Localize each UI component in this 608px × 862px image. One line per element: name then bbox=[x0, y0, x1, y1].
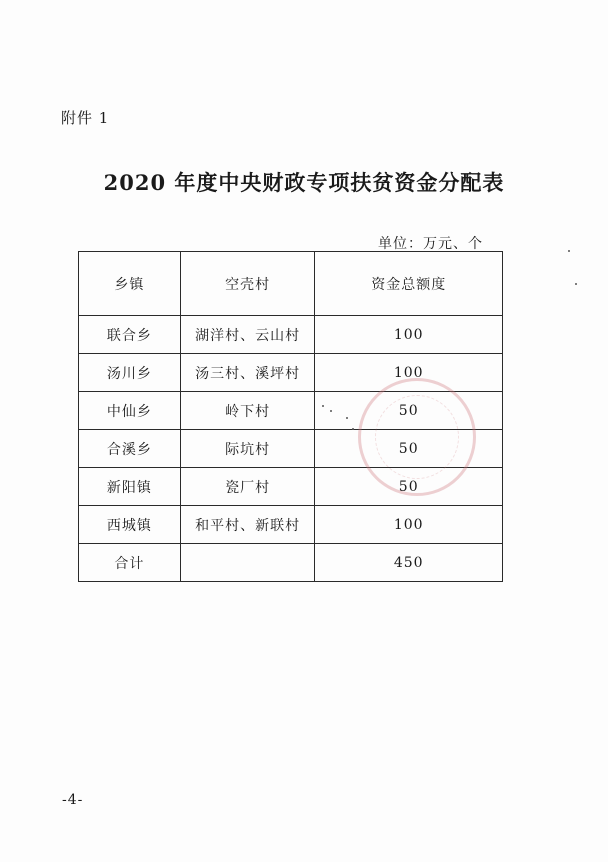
table-row bbox=[79, 506, 503, 544]
page-number: -4- bbox=[62, 792, 84, 808]
scan-speck bbox=[352, 428, 354, 430]
attachment-label: 附件 1 bbox=[61, 109, 110, 127]
cell-town: 汤川乡 bbox=[79, 354, 181, 392]
cell-villages: 际坑村 bbox=[180, 430, 315, 468]
allocation-table bbox=[78, 251, 503, 582]
table-row bbox=[79, 430, 503, 468]
unit-label: 单位：万元、个 bbox=[378, 236, 483, 252]
cell-total-amount: 450 bbox=[315, 544, 503, 582]
cell-town: 新阳镇 bbox=[79, 468, 181, 506]
scan-speck bbox=[346, 417, 348, 419]
cell-amount: 100 bbox=[315, 316, 503, 354]
scan-speck bbox=[568, 250, 570, 252]
header-amount: 资金总额度 bbox=[315, 252, 503, 316]
cell-town: 中仙乡 bbox=[79, 392, 181, 430]
scan-speck bbox=[322, 405, 324, 407]
cell-town: 西城镇 bbox=[79, 506, 181, 544]
table-total-row bbox=[79, 544, 503, 582]
cell-total-label: 合计 bbox=[79, 544, 181, 582]
cell-amount: 50 bbox=[315, 392, 503, 430]
header-town: 乡镇 bbox=[79, 252, 181, 316]
cell-amount: 50 bbox=[315, 468, 503, 506]
table-header-row bbox=[79, 252, 503, 316]
cell-amount: 100 bbox=[315, 506, 503, 544]
cell-villages: 瓷厂村 bbox=[180, 468, 315, 506]
scan-speck bbox=[330, 410, 332, 412]
table-row bbox=[79, 468, 503, 506]
cell-total-villages bbox=[180, 544, 315, 582]
header-villages: 空壳村 bbox=[180, 252, 315, 316]
cell-villages: 和平村、新联村 bbox=[180, 506, 315, 544]
table-row bbox=[79, 354, 503, 392]
cell-town: 联合乡 bbox=[79, 316, 181, 354]
table-row bbox=[79, 392, 503, 430]
page-title: 2020 年度中央财政专项扶贫资金分配表 bbox=[103, 170, 505, 195]
cell-villages: 湖洋村、云山村 bbox=[180, 316, 315, 354]
cell-amount: 50 bbox=[315, 430, 503, 468]
cell-town: 合溪乡 bbox=[79, 430, 181, 468]
cell-villages: 汤三村、溪坪村 bbox=[180, 354, 315, 392]
scan-speck bbox=[575, 283, 577, 285]
table-row bbox=[79, 316, 503, 354]
cell-amount: 100 bbox=[315, 354, 503, 392]
cell-villages: 岭下村 bbox=[180, 392, 315, 430]
